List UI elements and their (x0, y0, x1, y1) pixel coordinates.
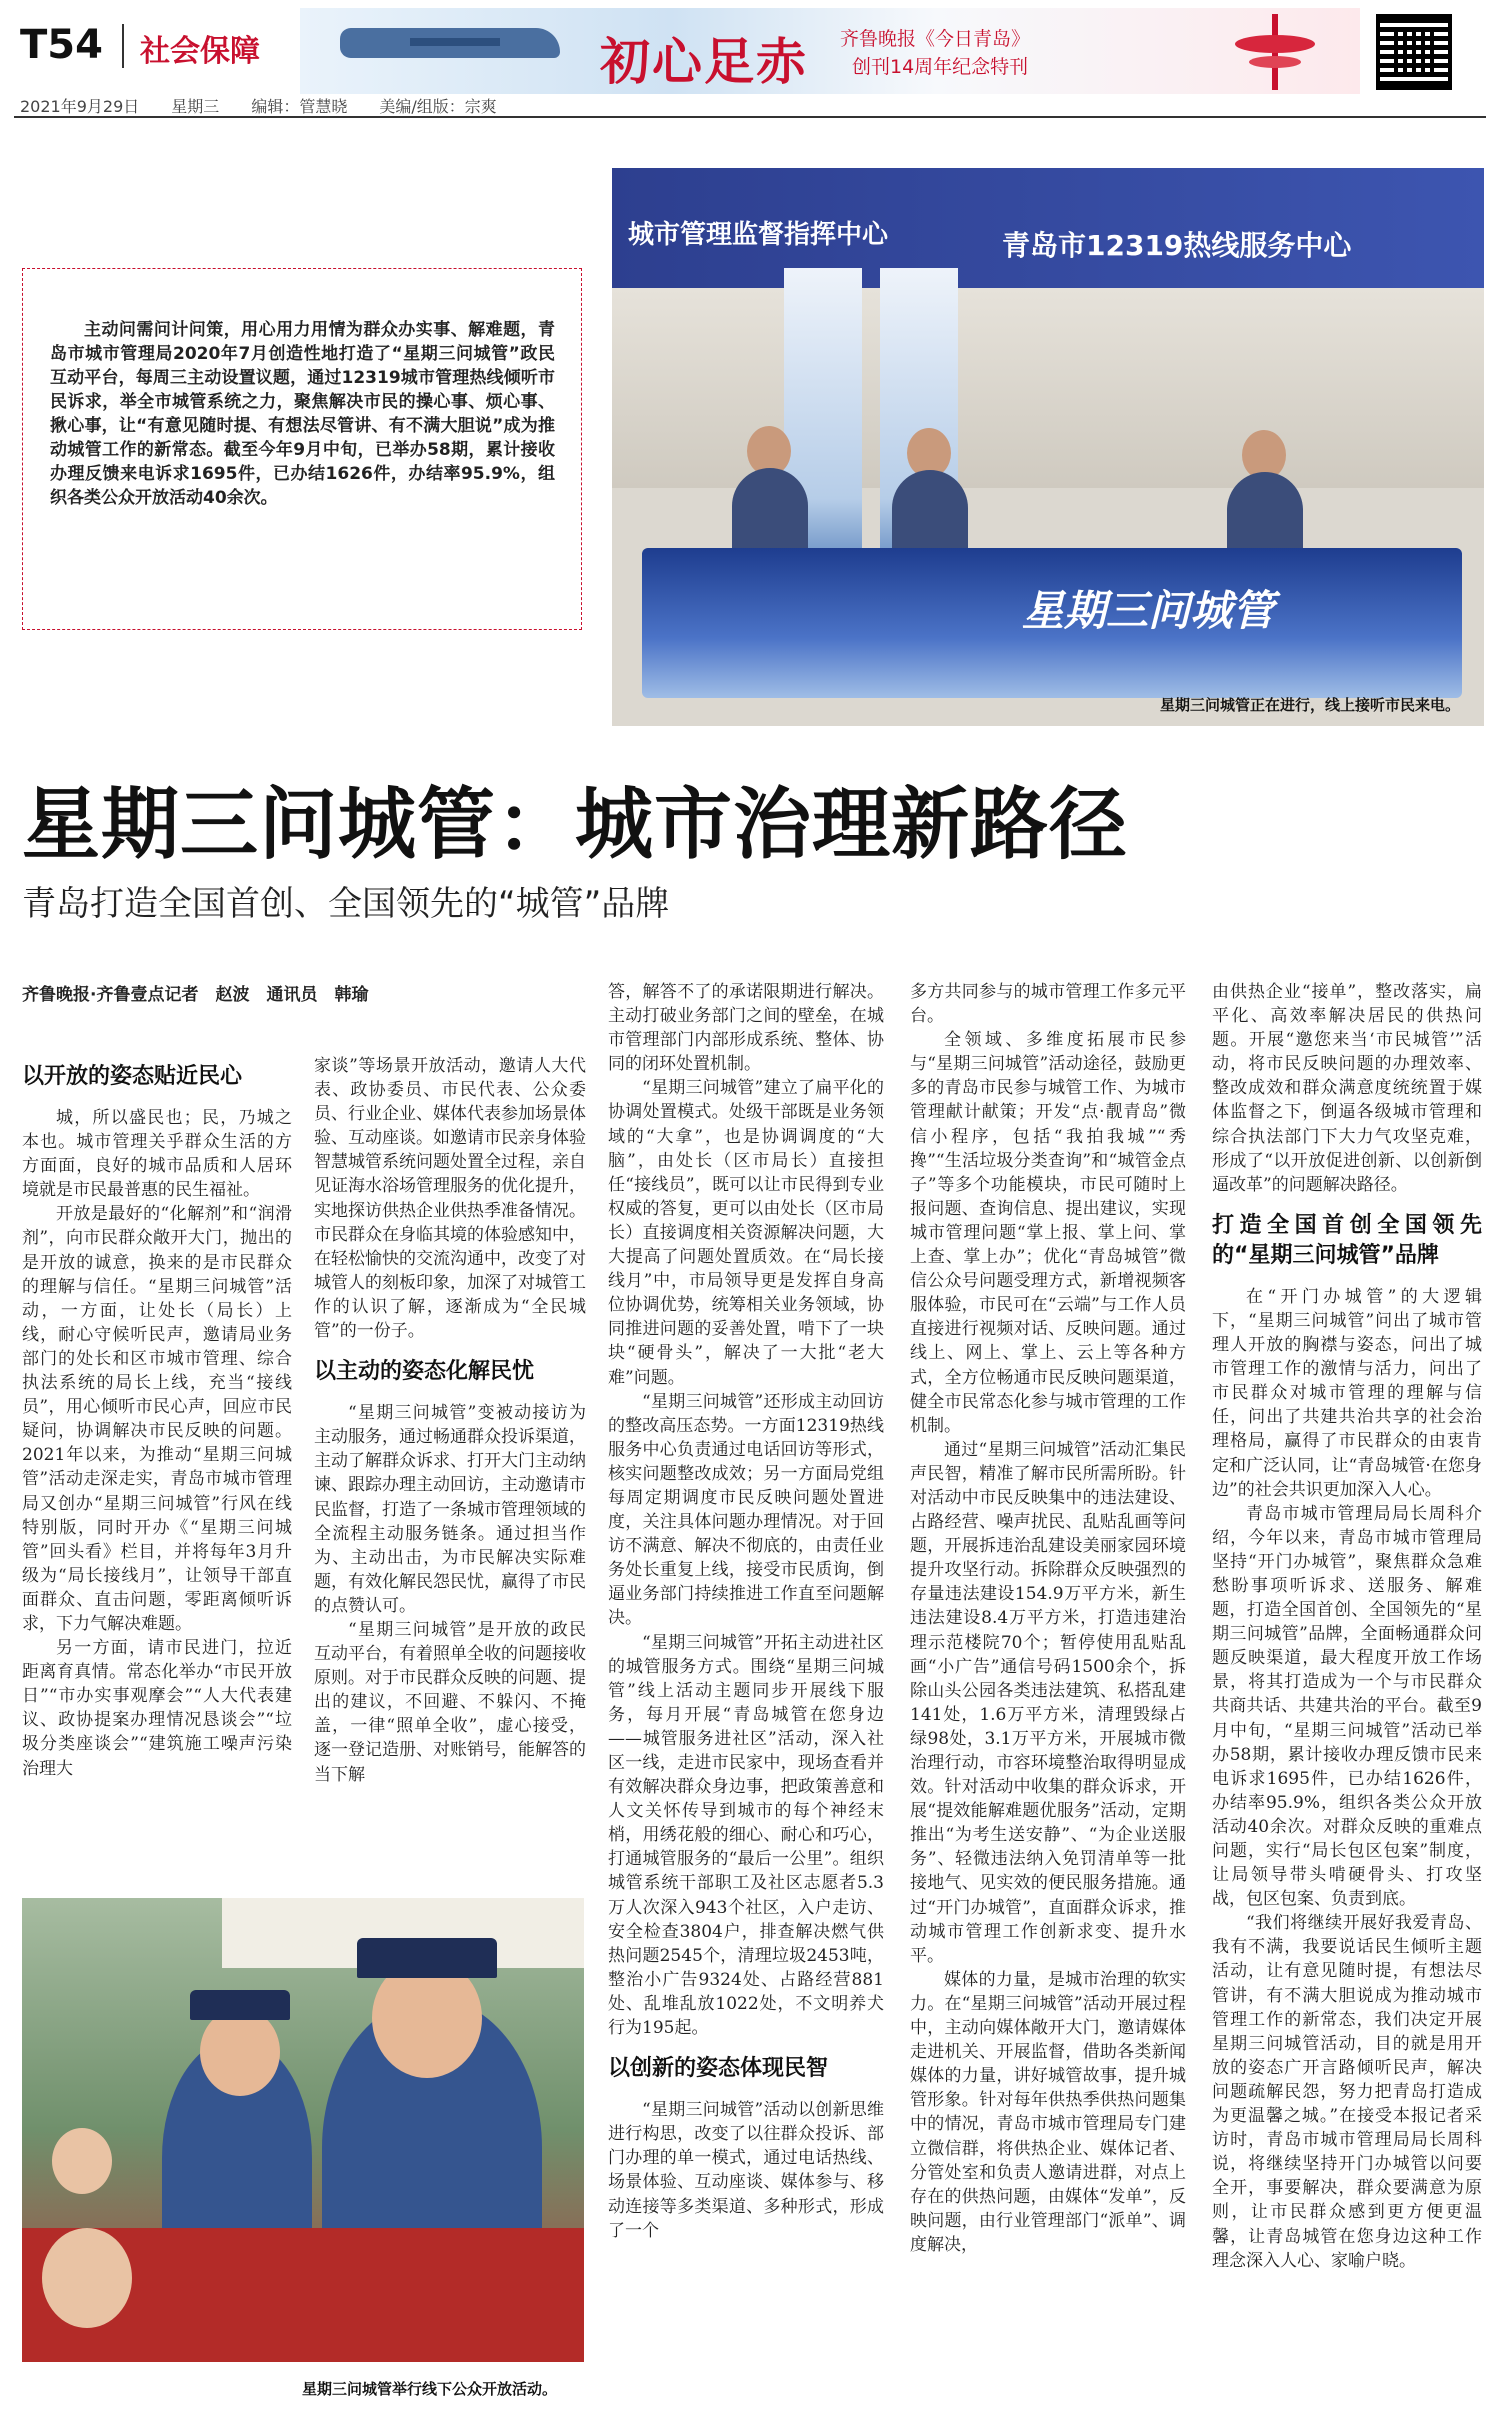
sign-hotline-center: 青岛市12319热线服务中心 (1002, 229, 1352, 262)
qr-code[interactable] (1376, 14, 1452, 90)
paragraph: “星期三问城管”变被动接访为主动服务，通过畅通群众投诉渠道，主动了解群众诉求、打开大门主动纳谏、跟踪办理主动回访，主动邀请市民监督，打造了一条城市管理领域的全流程主动服务链条。通过担当作为、主动出击，为市民解决实际难题，有效化解民怨民忧，赢得了市民的点赞认可。 (314, 1403, 586, 1616)
paragraph: “星期三问城管”还形成主动回访的整改高压态势。一方面12319热线服务中心负责通过电话回访等形式，核实问题整改成效；另一方面局党组每周定期调度市民反映问题处置进度，关注具体问题办理情况。对于回访不满意、解决不彻底的，由责任业务处长重复上线，接受市民质询，倒逼业务部门持续推进工作直至问题解决。 (608, 1391, 884, 1629)
paragraph: “星期三问城管”开拓主动进社区的城管服务方式。围绕“星期三问城管”线上活动主题同步开展线下服务，每月开展“青岛城管在您身边——城管服务进社区”活动，深入社区一线，走进市民家中，现场查看并有效解决群众身边事，把政策善意和人文关怀传导到城市的每个神经末梢，用绣花般的细心、耐心和巧心，打通城管服务的“最后一公里”。组织城管系统干部职工及社区志愿者5.3万人次深入943个社区，入户走访、安全检查3804户，排查解决燃气供热问题2545个，清理垃圾2453吨，整治小广告9324处、占路经营881处、乱堆乱放1022处，不文明养犬行为195起。 (608, 1632, 884, 2039)
editor-credit: 编辑：管慧晓 (251, 97, 348, 116)
page-number: T54 (20, 22, 103, 68)
paragraph: 媒体的力量，是城市治理的软实力。在“星期三问城管”活动开展过程中，主动向媒体敞开大门，邀请媒体走进机关、开展监督，借助各类新闻媒体的力量，讲好城管故事，提升城管形象。针对每年供热季供热问题集中的情况，青岛市城市管理局专门建立微信群，将供热企业、媒体记者、分管处室和负责人邀请进群，对点上存在的供热问题，由媒体“发单”，反映问题，由行业管理部门“派单”、调度解决， (910, 1969, 1186, 2255)
photo-caption-top: 星期三问城管正在进行，线上接听市民来电。 (1160, 696, 1461, 714)
open-day-photo (22, 1898, 584, 2362)
paragraph: 青岛市城市管理局局长周科介绍，今年以来，青岛市城市管理局坚持“开门办城管”，聚焦群众急难愁盼事项听诉求、送服务、解难题，打造全国首创、全国领先的“星期三问城管”品牌，全面畅通群众问题反映渠道，最大程度开放工作场景，将其打造成为一个与市民群众共商共话、共建共治的平台。截至9月中旬，“星期三问城管”活动已举办58期，累计接收办理反馈市民来电诉求1695件，已办结1626件，办结率95.9%，组织各类公众开放活动40余次。对群众反映的重难点问题，实行“局长包区包案”制度，让局领导带头啃硬骨头、打攻坚战，包区包案、负责到底。 (1212, 1503, 1482, 1910)
article-column-2 (314, 1054, 586, 1787)
anniversary-label: 创刊14周年纪念特刊 (852, 56, 1029, 78)
hotline-photo (612, 168, 1484, 726)
officer-cap (190, 1990, 290, 2020)
officer-cap (357, 1938, 497, 1978)
paragraph: 另一方面，请市民进门，拉近距离育真情。常态化举办“市民开放日”“市办实事观摩会”“人大代表建议、政协提案办理情况恳谈会”“垃圾分类座谈会”“建筑施工噪声污染治理大 (22, 1638, 292, 1779)
paragraph: 多方共同参与的城市管理工作多元平台。 (910, 982, 1186, 1027)
weekday: 星期三 (171, 97, 220, 116)
header-rule (14, 116, 1486, 118)
section-heading: 以创新的姿态体现民智 (608, 2056, 829, 2082)
headline: 星期三问城管：城市治理新路径 (22, 780, 1129, 870)
paragraph: “星期三问城管”建立了扁平化的协调处置模式。处级干部既是业务领域的“大拿”，也是协调调度的“大脑”，由处长（区市局长）直接担任“接线员”，既可以让市民得到专业权威的答复，更可以由处长（区市局长）直接调度相关资源解决问题，大大提高了问题处置质效。在“局长接线月”中，市局领导更是发挥自身高位协调优势，统筹相关业务领域，协同推进问题的妥善处置，啃下了一块块“硬骨头”，解决了一大批“老大难”问题。 (608, 1078, 884, 1388)
paragraph: “星期三问城管”是开放的政民互动平台，有着照单全收的问题接收原则。对于市民群众反映的问题、提出的建议，不回避、不躲闪、不掩盖，一律“照单全收”，虚心接受，逐一登记造册、对账销号，能解答的当下解 (314, 1619, 586, 1785)
lead-paragraph: 主动问需问计问策，用心用力用情为群众办实事、解难题，青岛市城市管理局2020年7月创造性地打造了“星期三问城管”政民互动平台，每周三主动设置议题，通过12319城市管理热线倾听市民诉求，举全市城管系统之力，聚焦解决市民的操心事、烦心事、揪心事，让“有意见随时提、有想法尽管讲、有不满大胆说”成为推动城管工作的新常态。截至今年9月中旬，已举办58期，累计接收办理反馈来电诉求1695件，已办结1626件，办结率95.9%，组织各类公众开放活动40余次。 (50, 320, 555, 508)
room-background (612, 288, 1484, 488)
sign-monitoring-center: 城市管理监督指挥中心 (628, 220, 889, 250)
table-banner (642, 548, 1462, 698)
paragraph: 在“开门办城管”的大逻辑下，“星期三问城管”问出了城市管理人开放的胸襟与姿态，问出了城市管理工作的激情与活力，问出了市民群众对城市管理的理解与信任，问出了共建共治共享的社会治理格局，赢得了市民群众的由衷肯定和广泛认同，让“青岛城管·在您身边”的社会共识更加深入人心。 (1212, 1286, 1482, 1500)
tv-tower-icon (1230, 14, 1320, 90)
paragraph: 答，解答不了的承诺限期进行解决。主动打破业务部门之间的壁垒，在城市管理部门内部形成系统、整体、协同的闭环处置机制。 (608, 982, 884, 1075)
paragraph: 家谈”等场景开放活动，邀请人大代表、政协委员、市民代表、公众委员、行业企业、媒体代表参加场景体验、互动座谈。如邀请市民亲身体验智慧城管系统问题处置全过程，亲自见证海水浴场管理服务的优化提升，实地探访供热企业供热季准备情况。市民群众在身临其境的体验感知中，在轻松愉快的交流沟通中，改变了对城管人的刻板印象，加深了对城管工作的认识了解，逐渐成为“全民城管”的一份子。 (314, 1056, 586, 1342)
airplane-icon (340, 28, 560, 58)
section-title: 社会保障 (140, 34, 260, 69)
paragraph: 通过“星期三问城管”活动汇集民声民智，精准了解市民所需所盼。针对活动中市民反映集中的违法建设、占路经营、噪声扰民、乱贴乱画等问题，开展拆违治乱建设美丽家园环境提升攻坚行动。拆除群众反映强烈的存量违法建设154.9万平方米，新生违法建设8.4万平方米，打造违建治理示范楼院70个；暂停使用乱贴乱画“小广告”通信号码1500余个，拆除山头公园各类违法建筑、私搭乱建141处，1.6万平方米，清理毁绿占绿98处，3.1万平方米，开展城市微治理行动，市容环境整治取得明显成效。针对活动中收集的群众诉求，开展“提效能解难题优服务”活动，定期推出“为考生送安静”、“为企业送服务”、轻微违法纳入免罚清单等一批接地气、见实效的便民服务措施。通过“开门办城管”，直面群众诉求，推动城市管理工作创新求变、提升水平。 (910, 1439, 1186, 1966)
article-column-5 (1212, 980, 1482, 2273)
paragraph: “星期三问城管”活动以创新思维进行构思，改变了以往群众投诉、部门办理的单一模式，通过电话热线、场景体验、互动座谈、媒体参与、移动连接等多类渠道、多种形式，形成了一个 (608, 2100, 884, 2241)
masthead-banner (300, 8, 1360, 94)
byline: 齐鲁晚报·齐鲁壹点记者 赵波 通讯员 韩瑜 (22, 985, 369, 1005)
paragraph: 全领域、多维度拓展市民参与“星期三问城管”活动途径，鼓励更多的青岛市民参与城管工作、为城市管理献计献策；开发“点·靓青岛”微信小程序，包括“我拍我城”“秀搀”“生活垃圾分类查询”和“城管金点子”等多个功能模块，市民可随时上报问题、查询信息、提出建议，实现城市管理问题“掌上报、掌上问、掌上查、掌上办”；优化“青岛城管”微信公众号问题受理方式，新增视频客服体验，市民可在“云端”与工作人员直接进行视频对话、反映问题。通过线上、网上、掌上、云上等各种方式，全方位畅通市民反映问题渠道，健全市民常态化参与城市管理的工作机制。 (910, 1030, 1186, 1436)
child-figure (52, 2128, 112, 2194)
article-column-1 (22, 1062, 292, 1781)
paragraph: “我们将继续开展好我爱青岛、我有不满，我要说话民生倾听主题活动，让有意见随时提，有想法尽管讲，有不满大胆说成为推动城市管理工作的新常态，我们决定开展星期三问城管活动，目的就是用开放的姿态广开言路倾听民声，解决问题疏解民怨，努力把青岛打造成为更温馨之城。”在接受本报记者采访时，青岛市城市管理局局长周科说，将继续坚持开门办城管以问要全开，事要解决，群众要满意为原则，让市民群众感到更方便更温馨，让青岛城管在您身边这种工作理念深入人心、家喻户晓。 (1212, 1913, 1482, 2271)
paragraph: 开放是最好的“化解剂”和“润滑剂”，向市民群众敞开大门，抛出的是开放的诚意，换来的是市民群众的理解与信任。“星期三问城管”活动，一方面，让处长（局长）上线，耐心守候听民声，邀请局业务部门的处长和区市城市管理、综合执法系统的局长上线，充当“接线员”，用心倾听市民心声，回应市民疑问，协调解决市民反映的问题。2021年以来，为推动“星期三问城管”活动走深走实，青岛市城市管理局又创办“星期三问城管”行风在线特别版，同时开办《“星期三问城管”回头看》栏目，并将每年3月升级为“局长接线月”，让领导干部直面群众、直击问题，零距离倾听诉求，下力气解决难题。 (22, 1204, 292, 1634)
designer-credit: 美编/组版：宗爽 (379, 97, 497, 116)
section-heading: 以主动的姿态化解民忧 (314, 1359, 535, 1385)
header-divider (122, 24, 124, 68)
banner-slogan: 初心足赤 (600, 32, 808, 91)
paragraph: 城，所以盛民也；民，乃城之本也。城市管理关乎群众生活的方方面面，良好的城市品质和人居环境就是市民最普惠的民生福祉。 (22, 1108, 292, 1201)
table-logo: 星期三问城管 (1022, 586, 1275, 635)
issue-date: 2021年9月29日 (20, 97, 140, 116)
date-line (20, 94, 497, 117)
newspaper-name: 齐鲁晚报《今日青岛》 (840, 28, 1031, 50)
paragraph: 由供热企业“接单”，整改落实，扁平化、高效率解决居民的供热问题。开展“邀您来当‘市民城管’”活动，将市民反映问题的办理效率、整改成效和群众满意度统统置于媒体监督之下，倒逼各级城市管理和综合执法部门下大力气攻坚克难，形成了“以开放促进创新、以创新倒逼改革”的问题解决路径。 (1212, 982, 1482, 1195)
photo-caption-bottom: 星期三问城管举行线下公众开放活动。 (302, 2380, 558, 2398)
subheadline: 青岛打造全国首创、全国领先的“城管”品牌 (22, 884, 670, 924)
section-heading: 以开放的姿态贴近民心 (22, 1064, 243, 1089)
section-heading: 打造全国首创全国领先的“星期三问城管”品牌 (1212, 1212, 1482, 1268)
article-column-4 (910, 980, 1186, 2257)
child-figure (42, 2228, 132, 2328)
officer-face (200, 2008, 280, 2096)
article-column-3 (608, 980, 884, 2243)
